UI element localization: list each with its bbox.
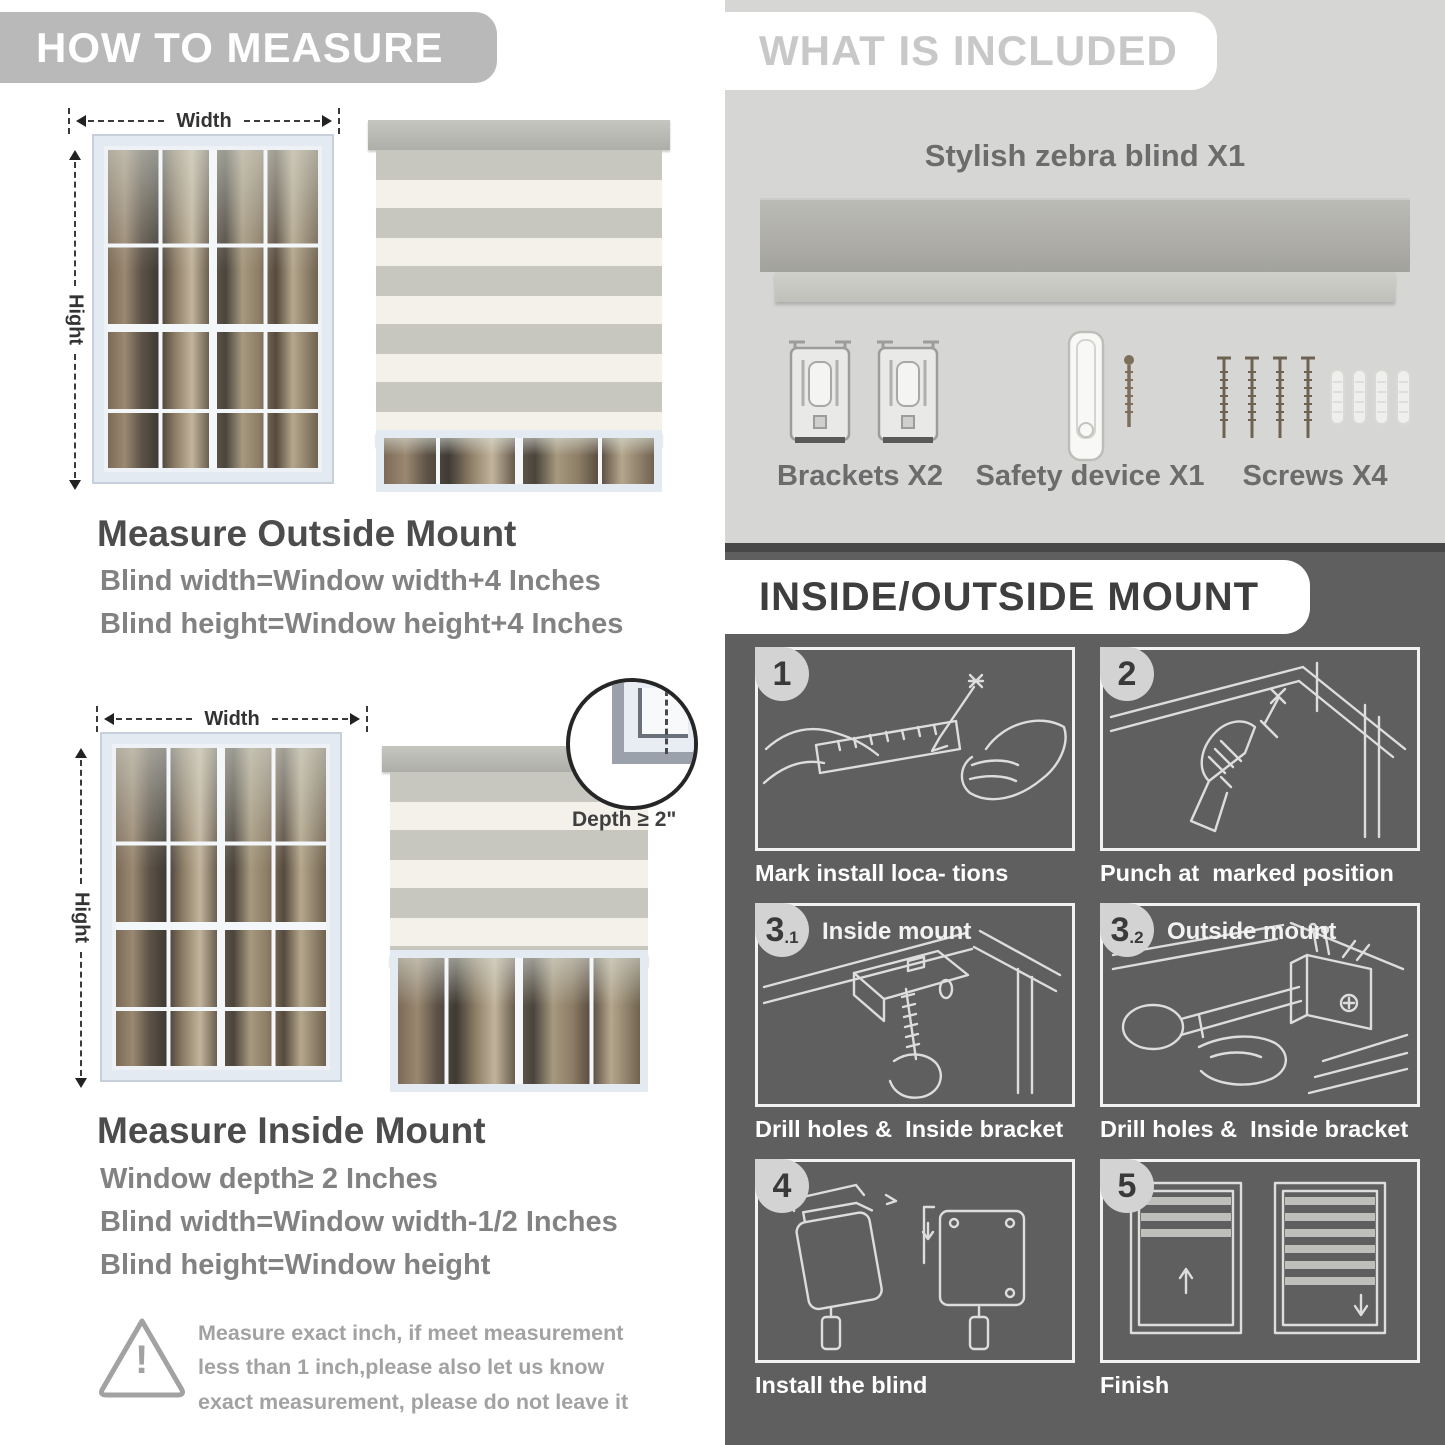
height-label: Hight: [70, 892, 93, 944]
panel-divider: [725, 543, 1445, 552]
height-label: Hight: [64, 294, 87, 346]
window-mullions: [116, 748, 326, 1066]
width-arrow: [68, 108, 340, 134]
dashed-line: [80, 952, 82, 1076]
dashed-line: [88, 120, 164, 122]
height-arrow: [62, 144, 88, 496]
mount-header: [725, 560, 1310, 634]
step-5-caption: Finish: [1100, 1372, 1170, 1398]
arrowhead-down-icon: [75, 1078, 87, 1094]
safety-device-label: Safety device X1: [975, 460, 1205, 492]
window-photo: [100, 732, 342, 1082]
step-2: [1100, 647, 1420, 887]
headrail-lip: [775, 272, 1395, 302]
tick-mark: [338, 108, 340, 134]
tick-mark: [366, 706, 368, 732]
step-3-1-badge: 3 .1: [755, 903, 809, 957]
step-3-2-title: Outside mount: [1167, 918, 1337, 945]
step-4: [755, 1159, 1075, 1399]
inside-mount-illustration: [60, 690, 700, 1100]
window-mullions: [398, 958, 640, 1084]
step-4-badge: 4: [755, 1159, 809, 1213]
step-5-badge: 5: [1100, 1159, 1154, 1213]
step-1-caption: Mark install loca- tions: [755, 860, 1009, 886]
width-label: Width: [176, 109, 232, 132]
exclamation-mark: !: [135, 1338, 149, 1382]
window-corner-inner: [638, 688, 688, 738]
dashed-line: [74, 162, 76, 286]
step-3-2-badge: 3 .2: [1100, 903, 1154, 957]
included-subtitle: Stylish zebra blind X1: [924, 138, 1246, 173]
inside-mount-rule-depth: Window depth≥ 2 Inches: [100, 1163, 438, 1195]
zebra-blind-photo: [376, 120, 662, 492]
what-is-included-header: [725, 12, 1217, 90]
arrowhead-down-icon: [69, 480, 81, 496]
step-5: [1100, 1159, 1420, 1399]
window-glass: [398, 958, 640, 1084]
step-1: [755, 647, 1075, 887]
step-3-1-title: Inside mount: [822, 918, 972, 945]
what-is-included-title: WHAT IS INCLUDED: [759, 27, 1178, 74]
blind-bands: [376, 150, 662, 432]
arrowhead-up-icon: [69, 144, 81, 160]
outside-mount-rule-width: Blind width=Window width+4 Inches: [100, 565, 601, 597]
arrowhead-right-icon: [322, 115, 338, 127]
window-mullions: [108, 150, 318, 468]
blind-cassette: [368, 120, 670, 150]
inside-mount-rule-width: Blind width=Window width-1/2 Inches: [100, 1206, 618, 1238]
width-arrow: [96, 706, 368, 732]
step-4-figure: [755, 1159, 1075, 1363]
window-glass: [384, 438, 654, 484]
how-to-measure-header: [0, 12, 497, 83]
mount-title: INSIDE/OUTSIDE MOUNT: [759, 574, 1260, 619]
window-glass: [108, 150, 318, 468]
step-1-figure: [755, 647, 1075, 851]
window-bottom: [390, 950, 648, 1092]
arrowhead-right-icon: [350, 713, 366, 725]
warning-icon: [96, 1314, 188, 1405]
outside-mount-heading: Measure Outside Mount: [97, 513, 517, 554]
what-is-included-panel: [725, 0, 1445, 543]
window-photo: [92, 134, 334, 484]
arrowhead-left-icon: [98, 713, 114, 725]
inside-mount-heading: Measure Inside Mount: [97, 1110, 486, 1151]
brackets-icon: [783, 332, 945, 452]
step-2-figure: [1100, 647, 1420, 851]
outside-mount-illustration: [60, 98, 660, 500]
arrowhead-up-icon: [75, 742, 87, 758]
height-arrow: [68, 742, 94, 1094]
window-mullions: [384, 438, 654, 484]
depth-ruler: [665, 690, 668, 754]
step-3-1-caption: Drill holes & Inside bracket: [755, 1116, 1064, 1142]
dashed-line: [80, 760, 82, 884]
safety-device-icon: [1041, 328, 1161, 473]
step-2-caption: Punch at marked position: [1100, 860, 1394, 886]
window-bottom: [376, 430, 662, 492]
how-to-measure-title: HOW TO MEASURE: [36, 23, 444, 71]
dashed-line: [74, 354, 76, 478]
window-glass: [116, 748, 326, 1066]
dashed-line: [116, 718, 192, 720]
depth-callout: [566, 678, 698, 810]
dashed-line: [272, 718, 348, 720]
headrail-image: [760, 198, 1410, 272]
width-label: Width: [204, 707, 260, 730]
arrowhead-left-icon: [70, 115, 86, 127]
step-4-caption: Install the blind: [755, 1372, 928, 1398]
screws-label: Screws X4: [1242, 460, 1388, 492]
warning-text: Measure exact inch, if meet measurement less than 1 inch,please also let us know exact measurement, please do not leave it: [198, 1321, 629, 1414]
screws-icon: [1213, 352, 1419, 451]
depth-label: Depth ≥ 2": [572, 808, 677, 831]
step-2-badge: 2: [1100, 647, 1154, 701]
step-3-1-figure: [755, 903, 1075, 1107]
outside-mount-rule-height: Blind height=Window height+4 Inches: [100, 608, 624, 640]
inside-mount-rule-height: Blind height=Window height: [100, 1249, 491, 1281]
step-1-badge: 1: [755, 647, 809, 701]
step-3-1: [755, 903, 1075, 1143]
mount-steps-grid: [755, 647, 1420, 1399]
brackets-label: Brackets X2: [776, 460, 944, 492]
step-3-2: [1100, 903, 1420, 1143]
step-5-figure: [1100, 1159, 1420, 1363]
dashed-line: [244, 120, 320, 122]
mount-panel: [725, 543, 1445, 1445]
step-3-2-figure: [1100, 903, 1420, 1107]
step-3-2-caption: Drill holes & Inside bracket: [1100, 1116, 1409, 1142]
